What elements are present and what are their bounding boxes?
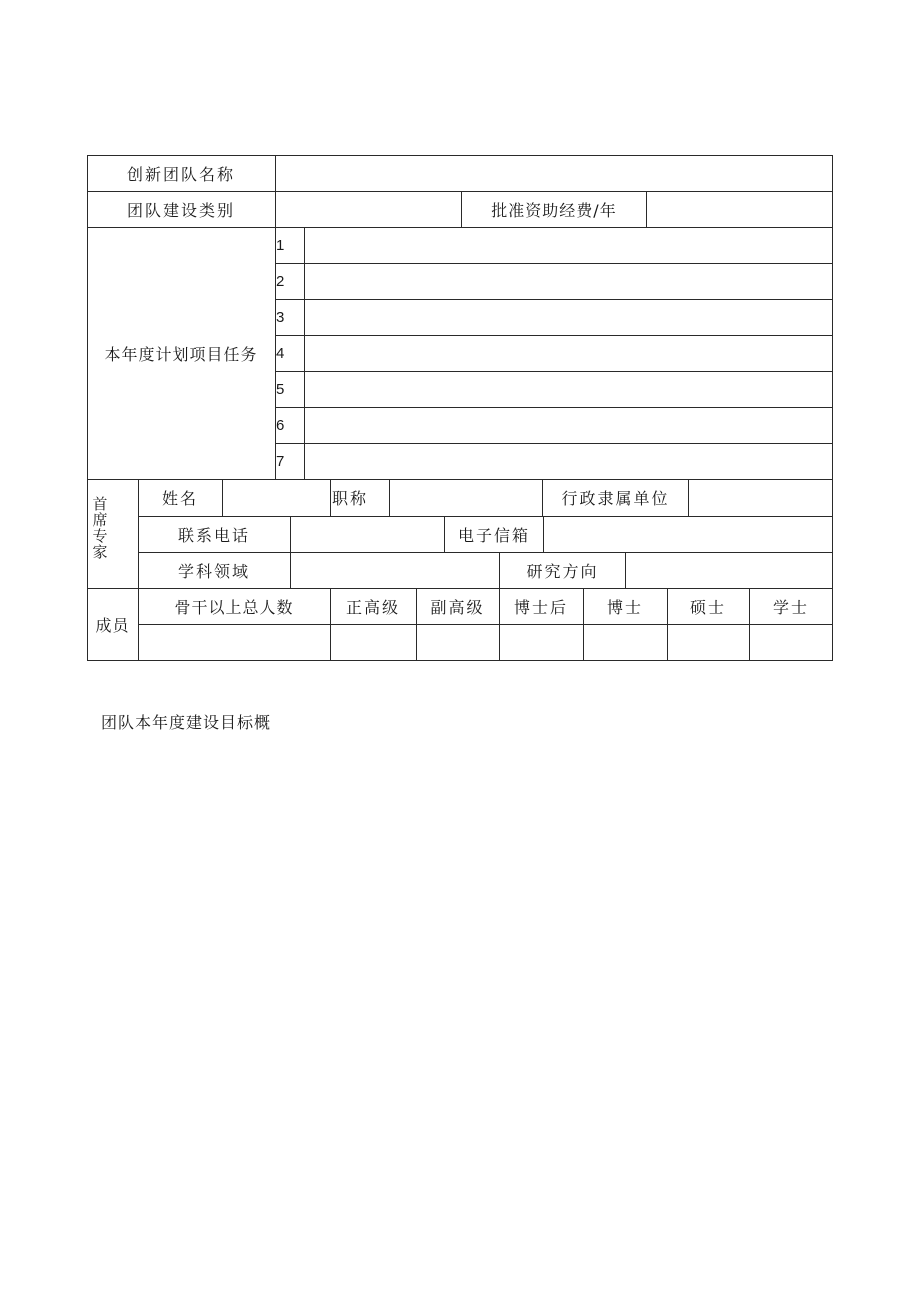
chief-name-field[interactable] — [223, 480, 330, 516]
members-value-bachelor[interactable] — [750, 625, 832, 660]
team-info-form — [87, 155, 833, 661]
team-name-field[interactable] — [276, 156, 832, 191]
members-header-associate: 副高级 — [430, 597, 485, 617]
chief-field-field[interactable] — [291, 553, 499, 588]
chief-label-char: 家 — [92, 543, 108, 561]
team-name-label: 创新团队名称 — [126, 164, 235, 184]
chief-email-field[interactable] — [544, 517, 832, 552]
chief-phone-label: 联系电话 — [177, 525, 250, 545]
task-number: 6 — [276, 416, 285, 434]
chief-field-label: 学科领域 — [177, 561, 250, 581]
chief-unit-field[interactable] — [689, 480, 832, 516]
task-number: 4 — [276, 344, 285, 362]
task-number: 1 — [276, 236, 285, 254]
members-value-postdoc[interactable] — [500, 625, 583, 660]
chief-direction-label: 研究方向 — [526, 561, 599, 581]
chief-label-char: 席 — [92, 511, 108, 529]
task-number: 5 — [276, 380, 285, 398]
chief-email-label: 电子信箱 — [457, 525, 530, 545]
build-type-label: 团队建设类别 — [126, 200, 235, 220]
chief-name-label: 姓名 — [161, 489, 198, 508]
chief-label-char: 首 — [92, 495, 108, 513]
members-header-bachelor: 学士 — [772, 597, 809, 617]
task-field[interactable] — [305, 372, 832, 407]
members-value-total[interactable] — [139, 625, 330, 660]
task-number: 7 — [276, 452, 285, 470]
column-divider — [330, 479, 331, 516]
tasks-label: 本年度计划项目任务 — [104, 344, 258, 364]
chief-expert-label — [90, 496, 110, 560]
task-field[interactable] — [305, 300, 832, 335]
task-field[interactable] — [305, 444, 832, 479]
funding-field[interactable] — [647, 192, 832, 227]
members-label: 成员 — [95, 616, 130, 635]
build-type-field[interactable] — [276, 192, 461, 227]
task-field[interactable] — [305, 228, 832, 263]
members-value-associate[interactable] — [417, 625, 499, 660]
table-border-right — [832, 155, 833, 661]
members-value-senior[interactable] — [331, 625, 416, 660]
task-field[interactable] — [305, 264, 832, 299]
summary-heading: 团队本年度建设目标概 — [101, 713, 272, 732]
chief-phone-field[interactable] — [291, 517, 444, 552]
task-number: 3 — [276, 308, 285, 326]
task-number: 2 — [276, 272, 285, 290]
members-value-phd[interactable] — [584, 625, 667, 660]
funding-label: 批准资助经费/年 — [491, 200, 617, 220]
task-field[interactable] — [305, 408, 832, 443]
members-header-master: 硕士 — [689, 597, 726, 617]
members-header-total: 骨干以上总人数 — [174, 597, 294, 617]
table-border-bottom — [87, 660, 833, 661]
chief-label-char: 专 — [92, 527, 108, 545]
chief-direction-field[interactable] — [626, 553, 832, 588]
chief-unit-label: 行政隶属单位 — [561, 489, 670, 508]
members-header-senior: 正高级 — [345, 597, 400, 617]
task-field[interactable] — [305, 336, 832, 371]
members-header-phd: 博士 — [606, 597, 643, 617]
members-value-master[interactable] — [668, 625, 749, 660]
chief-title-field[interactable] — [390, 480, 542, 516]
chief-title-label: 职称 — [332, 489, 369, 508]
members-header-postdoc: 博士后 — [513, 597, 568, 617]
